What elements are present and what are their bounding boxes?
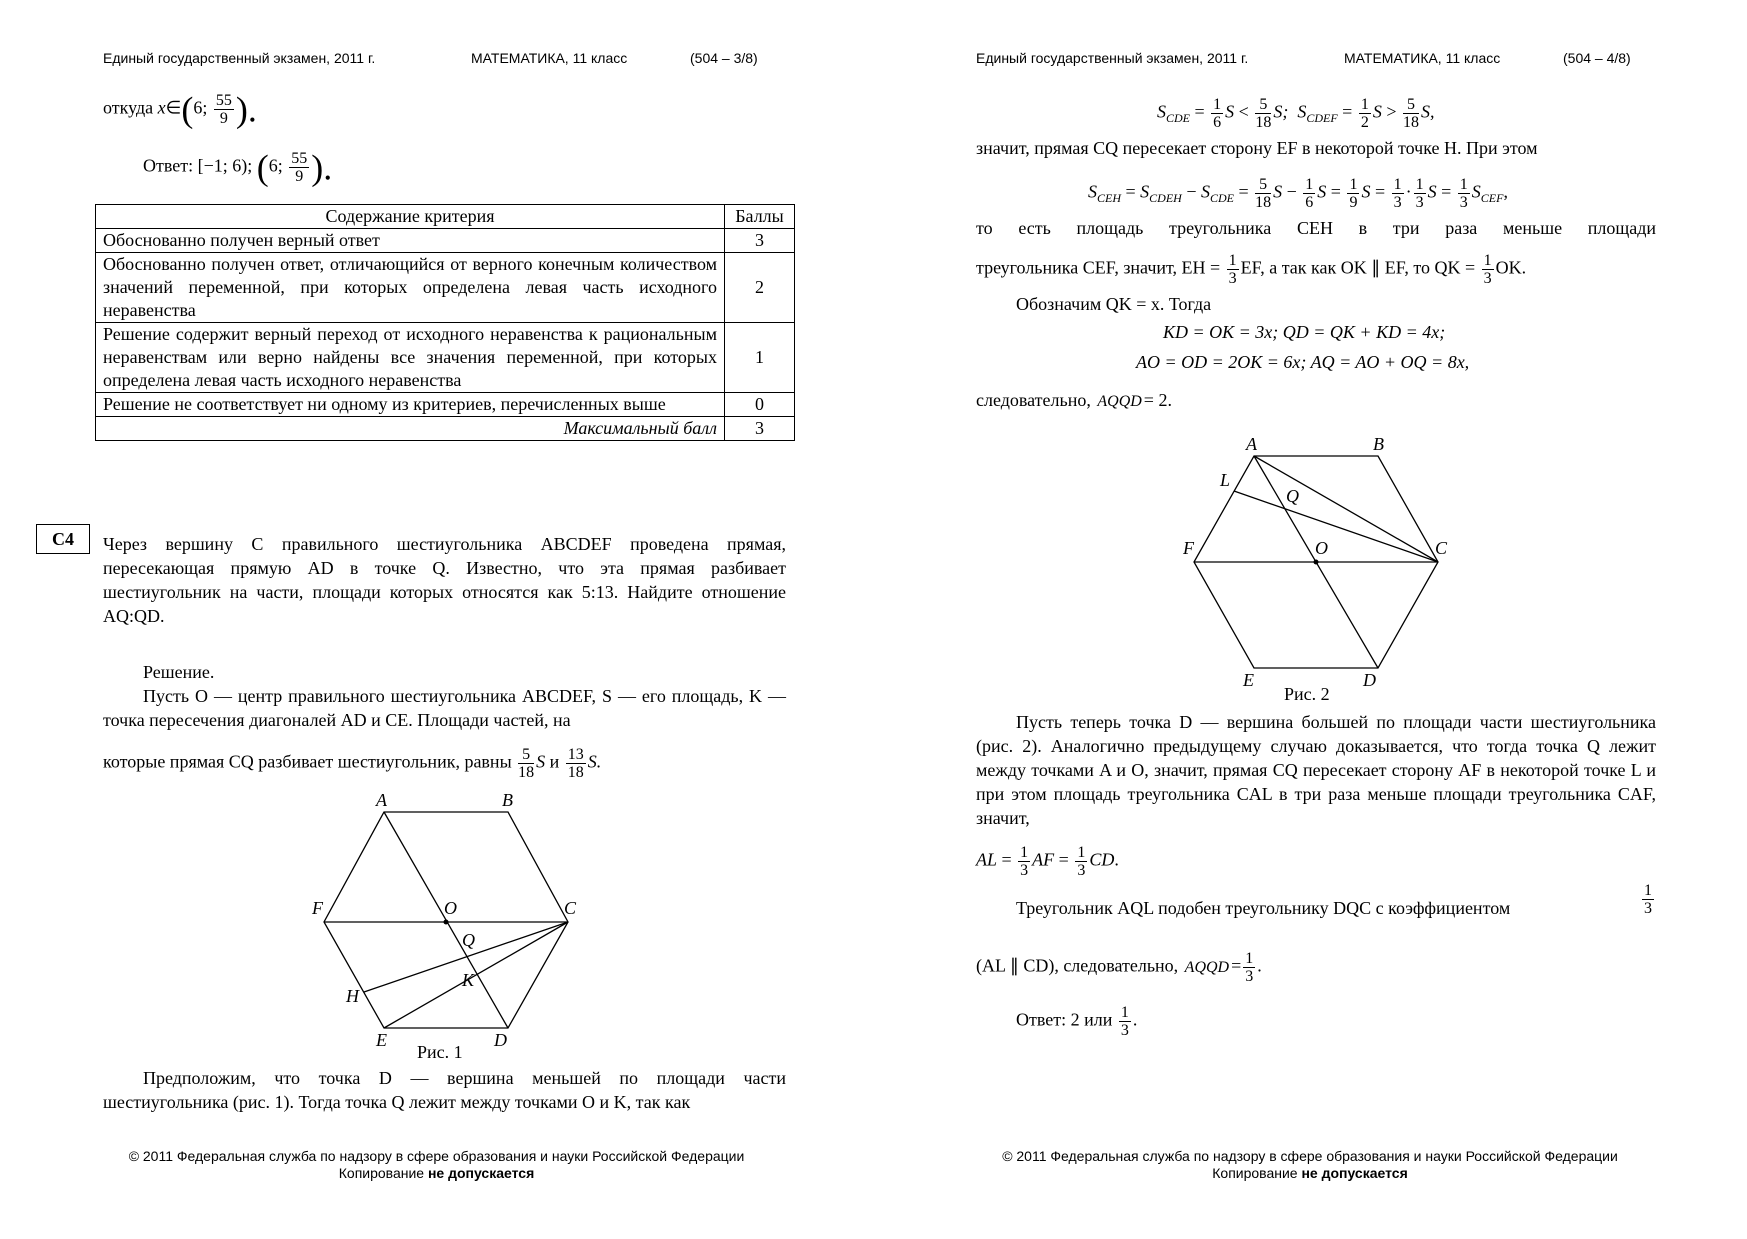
label-b: B (1373, 434, 1384, 454)
solution-paragraph: Пусть O — центр правильного шестиугольника ABCDEF, S — его площадь, K — точка пересечения диагоналей AD и CE. Площади частей, на (103, 686, 786, 730)
right-page (873, 0, 1747, 1239)
solution-line-areas: которые прямая CQ разбивает шестиугольник, равны $\frac{5}{18}$ S и $\frac{13}{18}$ S. (103, 746, 602, 781)
table-header: Баллы (725, 205, 795, 229)
header-code: (504 – 3/8) (690, 50, 758, 66)
criterion-score: 1 (725, 323, 795, 393)
label-a: A (1246, 434, 1257, 454)
text-line-eh: треугольника CEF, значит, EH = $\frac{1}{3}$ EF, а так как OK ∥ EF, то QK = $\frac{1}{3}$ OK. (976, 252, 1527, 287)
footer-copyright: © 2011 Федеральная служба по надзору в сфере образования и науки Российской Федерации (128, 1148, 745, 1164)
label-q: Q (462, 930, 475, 950)
footer-copy-notice: Копирование не допускается (338, 1165, 535, 1181)
label-o: O (444, 898, 457, 918)
formula-line-otkuda: откуда x∈(6; $\frac{55}{9}$ ). (103, 89, 257, 130)
figure-1-hexagon (300, 790, 600, 1055)
text-line-area: то есть площадь треугольника CEH в три раза меньше площади (976, 218, 1656, 238)
header-subject: МАТЕМАТИКА, 11 класс (471, 50, 628, 66)
max-label: Максимальный балл (96, 417, 725, 441)
criterion-score: 0 (725, 393, 795, 417)
equation-areas-1: $S_{CDE}$ = $\frac{1}{6}$ S < $\frac{5}{18}$ S; $S_{CDEF}$ = $\frac{1}{2}$ S > $\frac{5}{18}$ S, (1157, 96, 1435, 131)
table-row-max (96, 417, 795, 441)
text-line-h: значит, прямая CQ пересекает сторону EF в некоторой точке H. При этом (976, 138, 1538, 158)
task-text: Через вершину C правильного шестиугольника ABCDEF проведена прямая, пересекающая прямую AD в точке Q. Известно, что эта прямая разбивает шестиугольник на части, площади которых относятся как 5:13. Найдите отношение AQ:QD. (103, 534, 786, 626)
header-code: (504 – 4/8) (1563, 50, 1631, 66)
point-o (1314, 560, 1319, 565)
task-label-box: С4 (36, 524, 90, 554)
paragraph-case-2: Пусть теперь точка D — вершина большей по площади части шестиугольника (рис. 2). Аналогично предыдущему случаю доказывается, что тогда точка Q лежит между точками A и O, значит, прямая CQ пересекает сторону AF в некоторой точке L и при этом площадь треугольника CAL в три раза меньше площади треугольника CAF, значит, (976, 712, 1656, 828)
footer (0, 1148, 873, 1182)
footer-copyright: © 2011 Федеральная служба по надзору в сфере образования и науки Российской Федерации (1002, 1148, 1618, 1164)
label-c: C (1435, 538, 1448, 558)
max-score: 3 (725, 417, 795, 441)
criterion-score: 3 (725, 229, 795, 253)
assumption-paragraph: Предположим, что точка D — вершина меньшей по площади части шестиугольника (рис. 1). Тогда точка Q лежит между точками O и K, так как (103, 1068, 786, 1112)
footer (873, 1148, 1747, 1182)
label-o: O (1315, 538, 1328, 558)
point-o (444, 920, 449, 925)
fraction: $\frac{5}{18}$ (518, 746, 535, 781)
solution-label: Решение. (143, 662, 215, 682)
text-similar: Треугольник AQL подобен треугольнику DQC с коэффициентом 1 3 (1016, 882, 1652, 918)
text-paren-line: (AL ∥ CD), следовательно, AQQD = $\frac{1}{3}$ . (976, 950, 1262, 985)
table-row (96, 253, 795, 323)
table-row (96, 323, 795, 393)
criterion-text: Решение не соответствует ни одному из критериев, перечисленных выше (96, 393, 725, 417)
header-exam: Единый государственный экзамен, 2011 г. (103, 50, 376, 66)
figure-2-hexagon (1183, 428, 1473, 693)
label-f: F (312, 898, 323, 918)
diagonal-ac (1254, 456, 1438, 562)
label-f: F (1183, 538, 1194, 558)
table-header-row (96, 205, 795, 229)
equation-al: AL = $\frac{1}{3}$ AF = $\frac{1}{3}$ CD. (976, 844, 1119, 879)
label-c: C (564, 898, 577, 918)
table-header: Содержание критерия (96, 205, 725, 229)
label-b: B (502, 790, 513, 810)
label-h: H (346, 986, 359, 1006)
fraction: $\frac{55}{9}$ (291, 150, 308, 185)
label-a: A (376, 790, 387, 810)
equation-kd: KD = OK = 3x; QD = QK + KD = 4x; (1163, 322, 1446, 342)
criterion-text: Решение содержит верный переход от исходного неравенства к рациональным неравенствам или верно найдены все значения переменной, при которых определена левая часть исходного неравенства (96, 323, 725, 393)
figure-2-caption: Рис. 2 (1284, 684, 1330, 704)
line-cl (1234, 491, 1438, 562)
answer-line: Ответ: [−1; 6); (6; $\frac{55}{9}$ ). (143, 147, 333, 188)
final-answer: Ответ: 2 или $\frac{1}{3}$ . (1016, 1004, 1138, 1039)
header-subject: МАТЕМАТИКА, 11 класс (1344, 50, 1501, 66)
footer-copy-notice: Копирование не допускается (1212, 1165, 1408, 1181)
label-q: Q (1286, 486, 1299, 506)
label-e: E (376, 1030, 387, 1050)
label-d: D (494, 1030, 507, 1050)
figure-1-caption: Рис. 1 (417, 1042, 463, 1062)
equation-ao: AO = OD = 2OK = 6x; AQ = AO + OQ = 8x, (1136, 352, 1470, 372)
label-k: K (462, 970, 475, 990)
equation-areas-2: $S_{CEH} = S_{CDEH} - S_{CDE}$ = $\frac{5}{18}$ S − $\frac{1}{6}$ S = $\frac{1}{9}$ S = $\frac{1}{3}$ · $\frac{1}{3}$ S = $\frac{1}{3}$ $S_{CEF}$, (1088, 176, 1508, 211)
label-e: E (1243, 670, 1254, 690)
criterion-score: 2 (725, 253, 795, 323)
label-l: L (1220, 470, 1231, 490)
label-d: D (1363, 670, 1376, 690)
criterion-text: Обоснованно получен ответ, отличающийся от верного конечным количеством значений переменной, при которых определена левая часть исходного неравенства (96, 253, 725, 323)
text-line-denote: Обозначим QK = x. Тогда (1016, 294, 1212, 314)
header-exam: Единый государственный экзамен, 2011 г. (976, 50, 1249, 66)
criterion-text: Обоснованно получен верный ответ (96, 229, 725, 253)
table-row (96, 229, 795, 253)
criteria-table (95, 204, 795, 441)
table-row (96, 393, 795, 417)
fraction: $\frac{55}{9}$ (215, 92, 232, 127)
fraction: $\frac{13}{18}$ (567, 746, 584, 781)
left-page (0, 0, 873, 1239)
text-line-hence: следовательно, AQQD = 2. (976, 390, 1172, 411)
